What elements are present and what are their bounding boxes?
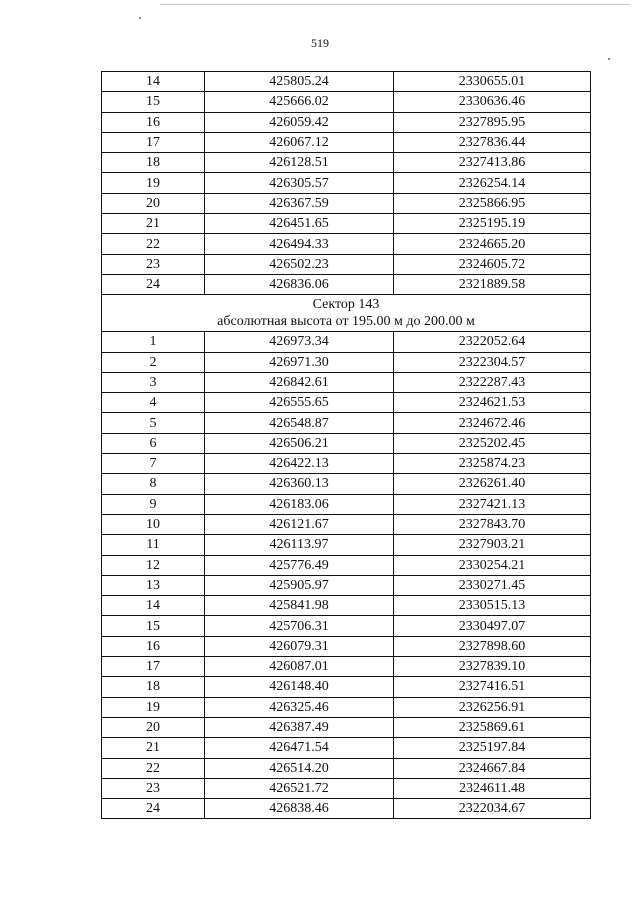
y-coordinate-cell: 2330636.46 [394,92,591,112]
y-coordinate-cell: 2330497.07 [394,616,591,636]
table-row [102,393,591,413]
y-coordinate-cell: 2322304.57 [394,352,591,372]
y-coordinate-cell: 2322052.64 [394,332,591,352]
y-coordinate-cell: 2327413.86 [394,153,591,173]
table-row [102,758,591,778]
table-row [102,372,591,392]
point-number-cell: 6 [102,433,205,453]
x-coordinate-cell: 426842.61 [205,372,394,392]
rows-before-sector [102,72,591,295]
y-coordinate-cell: 2324672.46 [394,413,591,433]
point-number-cell: 1 [102,332,205,352]
y-coordinate-cell: 2327895.95 [394,112,591,132]
table-row [102,454,591,474]
y-coordinate-cell: 2326261.40 [394,474,591,494]
y-coordinate-cell: 2327416.51 [394,677,591,697]
point-number-cell: 16 [102,112,205,132]
table-row [102,677,591,697]
table-row [102,596,591,616]
x-coordinate-cell: 425841.98 [205,596,394,616]
y-coordinate-cell: 2327839.10 [394,657,591,677]
x-coordinate-cell: 425666.02 [205,92,394,112]
x-coordinate-cell: 426360.13 [205,474,394,494]
point-number-cell: 13 [102,575,205,595]
point-number-cell: 19 [102,173,205,193]
x-coordinate-cell: 426836.06 [205,274,394,294]
point-number-cell: 24 [102,799,205,819]
point-number-cell: 8 [102,474,205,494]
coordinates-table [101,71,591,819]
y-coordinate-cell: 2330655.01 [394,72,591,92]
point-number-cell: 17 [102,132,205,152]
scan-speck [139,17,141,19]
point-number-cell: 9 [102,494,205,514]
table-row [102,214,591,234]
sector-title: Сектор 143 [312,297,380,313]
x-coordinate-cell: 426471.54 [205,738,394,758]
y-coordinate-cell: 2324621.53 [394,393,591,413]
point-number-cell: 18 [102,677,205,697]
x-coordinate-cell: 426325.46 [205,697,394,717]
y-coordinate-cell: 2325874.23 [394,454,591,474]
sector-altitude-range: абсолютная высота от 195.00 м до 200.00 м [217,314,475,330]
point-number-cell: 18 [102,153,205,173]
point-number-cell: 7 [102,454,205,474]
y-coordinate-cell: 2327421.13 [394,494,591,514]
table-row [102,717,591,737]
table-row [102,352,591,372]
y-coordinate-cell: 2325866.95 [394,193,591,213]
x-coordinate-cell: 426087.01 [205,657,394,677]
point-number-cell: 12 [102,555,205,575]
x-coordinate-cell: 426183.06 [205,494,394,514]
point-number-cell: 15 [102,92,205,112]
x-coordinate-cell: 426555.65 [205,393,394,413]
x-coordinate-cell: 426502.23 [205,254,394,274]
y-coordinate-cell: 2330254.21 [394,555,591,575]
page-number: 519 [311,36,329,50]
table-row [102,234,591,254]
y-coordinate-cell: 2326256.91 [394,697,591,717]
scan-top-edge-line [160,4,630,5]
point-number-cell: 4 [102,393,205,413]
table-row [102,72,591,92]
y-coordinate-cell: 2326254.14 [394,173,591,193]
table-row [102,112,591,132]
y-coordinate-cell: 2330515.13 [394,596,591,616]
point-number-cell: 24 [102,274,205,294]
table-row [102,92,591,112]
point-number-cell: 14 [102,72,205,92]
x-coordinate-cell: 426113.97 [205,535,394,555]
y-coordinate-cell: 2322287.43 [394,372,591,392]
point-number-cell: 16 [102,636,205,656]
point-number-cell: 15 [102,616,205,636]
x-coordinate-cell: 425776.49 [205,555,394,575]
x-coordinate-cell: 426971.30 [205,352,394,372]
table-row [102,132,591,152]
x-coordinate-cell: 426838.46 [205,799,394,819]
point-number-cell: 20 [102,717,205,737]
table-row [102,636,591,656]
x-coordinate-cell: 426506.21 [205,433,394,453]
table-row [102,413,591,433]
scan-speck [608,58,610,60]
point-number-cell: 5 [102,413,205,433]
x-coordinate-cell: 426367.59 [205,193,394,213]
y-coordinate-cell: 2327836.44 [394,132,591,152]
table-row [102,474,591,494]
x-coordinate-cell: 425706.31 [205,616,394,636]
x-coordinate-cell: 426387.49 [205,717,394,737]
point-number-cell: 11 [102,535,205,555]
table-row [102,514,591,534]
x-coordinate-cell: 426514.20 [205,758,394,778]
y-coordinate-cell: 2321889.58 [394,274,591,294]
x-coordinate-cell: 426121.67 [205,514,394,534]
x-coordinate-cell: 425905.97 [205,575,394,595]
table-row [102,657,591,677]
x-coordinate-cell: 426128.51 [205,153,394,173]
y-coordinate-cell: 2327903.21 [394,535,591,555]
y-coordinate-cell: 2325869.61 [394,717,591,737]
x-coordinate-cell: 426305.57 [205,173,394,193]
point-number-cell: 3 [102,372,205,392]
table-row [102,778,591,798]
table-row [102,555,591,575]
y-coordinate-cell: 2327843.70 [394,514,591,534]
x-coordinate-cell: 426494.33 [205,234,394,254]
table-row [102,697,591,717]
table-row [102,433,591,453]
y-coordinate-cell: 2330271.45 [394,575,591,595]
point-number-cell: 19 [102,697,205,717]
table-row [102,575,591,595]
point-number-cell: 17 [102,657,205,677]
point-number-cell: 2 [102,352,205,372]
point-number-cell: 10 [102,514,205,534]
point-number-cell: 21 [102,214,205,234]
point-number-cell: 22 [102,758,205,778]
x-coordinate-cell: 426973.34 [205,332,394,352]
y-coordinate-cell: 2325197.84 [394,738,591,758]
sector-header-row [102,295,591,332]
point-number-cell: 23 [102,778,205,798]
table-row [102,616,591,636]
table-row [102,799,591,819]
table-row [102,332,591,352]
y-coordinate-cell: 2322034.67 [394,799,591,819]
y-coordinate-cell: 2325202.45 [394,433,591,453]
x-coordinate-cell: 426451.65 [205,214,394,234]
point-number-cell: 20 [102,193,205,213]
table-row [102,274,591,294]
y-coordinate-cell: 2324667.84 [394,758,591,778]
point-number-cell: 23 [102,254,205,274]
x-coordinate-cell: 425805.24 [205,72,394,92]
table-row [102,254,591,274]
x-coordinate-cell: 426548.87 [205,413,394,433]
rows-after-sector [102,332,591,819]
x-coordinate-cell: 426521.72 [205,778,394,798]
y-coordinate-cell: 2324605.72 [394,254,591,274]
sector-header-group [102,295,591,332]
point-number-cell: 22 [102,234,205,254]
y-coordinate-cell: 2325195.19 [394,214,591,234]
x-coordinate-cell: 426059.42 [205,112,394,132]
y-coordinate-cell: 2327898.60 [394,636,591,656]
x-coordinate-cell: 426079.31 [205,636,394,656]
point-number-cell: 14 [102,596,205,616]
x-coordinate-cell: 426422.13 [205,454,394,474]
x-coordinate-cell: 426148.40 [205,677,394,697]
table-row [102,535,591,555]
table-row [102,738,591,758]
table-row [102,173,591,193]
sector-header-cell [102,295,591,332]
table-row [102,193,591,213]
y-coordinate-cell: 2324665.20 [394,234,591,254]
point-number-cell: 21 [102,738,205,758]
y-coordinate-cell: 2324611.48 [394,778,591,798]
table-row [102,153,591,173]
x-coordinate-cell: 426067.12 [205,132,394,152]
table-row [102,494,591,514]
